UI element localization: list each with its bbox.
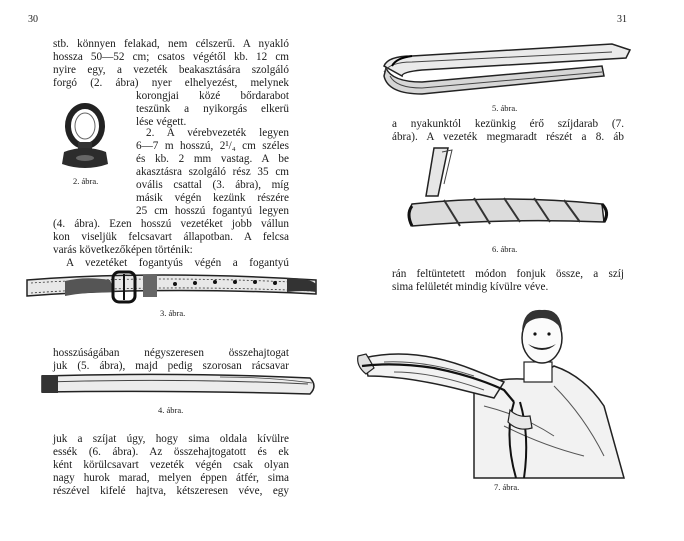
- text-line: és kb. 2 mm vastag. A be: [136, 153, 289, 165]
- text-line: varás következőképen történik:: [53, 244, 193, 256]
- text-line: kon viseljük felcsavart állapotban. A felcsa: [53, 231, 289, 243]
- text-line: stb. könnyen felakad, nem célszerű. A nyakló: [53, 38, 289, 50]
- text-line: nagy hurok marad, melyen éppen átfér, sima: [53, 472, 289, 484]
- text-line: lése végett.: [136, 116, 187, 128]
- page-number: 30: [28, 14, 38, 25]
- text-line: ovális csattal (3. ábra), míg: [136, 179, 289, 191]
- text-line: nyire egy, a vezeték beakasztására szolgáló: [53, 64, 289, 76]
- text-line: juk (5. ábra), majd pedig szorosan rácsavar: [53, 360, 289, 372]
- figure-2-caption: 2. ábra.: [73, 176, 99, 186]
- text-line: részével kifelé hajtva, kétszeresen véve, egy: [53, 485, 289, 497]
- text-line: akasztásra szolgáló rész 35 cm: [136, 166, 289, 178]
- text-line: A vezetéket fogantyús végén a fogantyú: [66, 257, 289, 269]
- figure-7-man-with-leash: [354, 306, 634, 478]
- figure-5-caption: 5. ábra.: [492, 103, 518, 113]
- figure-7-caption: 7. ábra.: [494, 482, 520, 492]
- text-line: forgó (2. ábra) nyer elhelyezést, melynek: [53, 77, 289, 89]
- text-line: a nyakunktól kezünkig érő szíjdarab (7.: [392, 118, 624, 130]
- text-line: sima felületét mindig kívülre véve.: [392, 281, 549, 293]
- text-line: 6—7 m hosszú, 2¹/₄ cm széles: [136, 140, 289, 152]
- figure-3-leash-with-buckle: [25, 266, 318, 308]
- text-line: teszünk a nyikorgás elkerü: [136, 103, 289, 115]
- figure-3-caption: 3. ábra.: [160, 308, 186, 318]
- text-line: juk a szíjat úgy, hogy sima oldala kívülre: [53, 433, 289, 445]
- text-line: 25 cm hosszú fogantyú legyen: [136, 205, 289, 217]
- figure-5-folded-strap: [382, 36, 634, 96]
- text-line: hossza 50—52 cm; csatos végétől kb. 12 cm: [53, 51, 289, 63]
- text-line: másik végén kezünk részére: [136, 192, 289, 204]
- text-line: ként körülcsavart vezeték végén csak olyan: [53, 459, 289, 471]
- text-line: (4. ábra). Ezen hosszú vezetéket jobb vállun: [53, 218, 289, 230]
- figure-6-caption: 6. ábra.: [492, 244, 518, 254]
- text-line: 2. A vérebvezeték legyen: [146, 127, 289, 139]
- text-line: ábra). A vezeték megmaradt részét a 8. áb: [392, 131, 624, 143]
- right-page: [342, 0, 684, 541]
- figure-6-wrapped-strap: [404, 146, 612, 238]
- text-line: hosszúságában négyszeresen összehajtogat: [53, 347, 289, 359]
- figure-4-leash-handle: [40, 366, 318, 402]
- figure-4-caption: 4. ábra.: [158, 405, 184, 415]
- figure-2-swivel-ring: [58, 100, 113, 172]
- text-line: rán feltüntetett módon fonjuk össze, a szíj: [392, 268, 624, 280]
- text-line: korongjai közé bőrdarabot: [136, 90, 289, 102]
- text-line: essék (6. ábra). Az összehajtogatott és ek: [53, 446, 289, 458]
- page-number: 31: [617, 14, 627, 25]
